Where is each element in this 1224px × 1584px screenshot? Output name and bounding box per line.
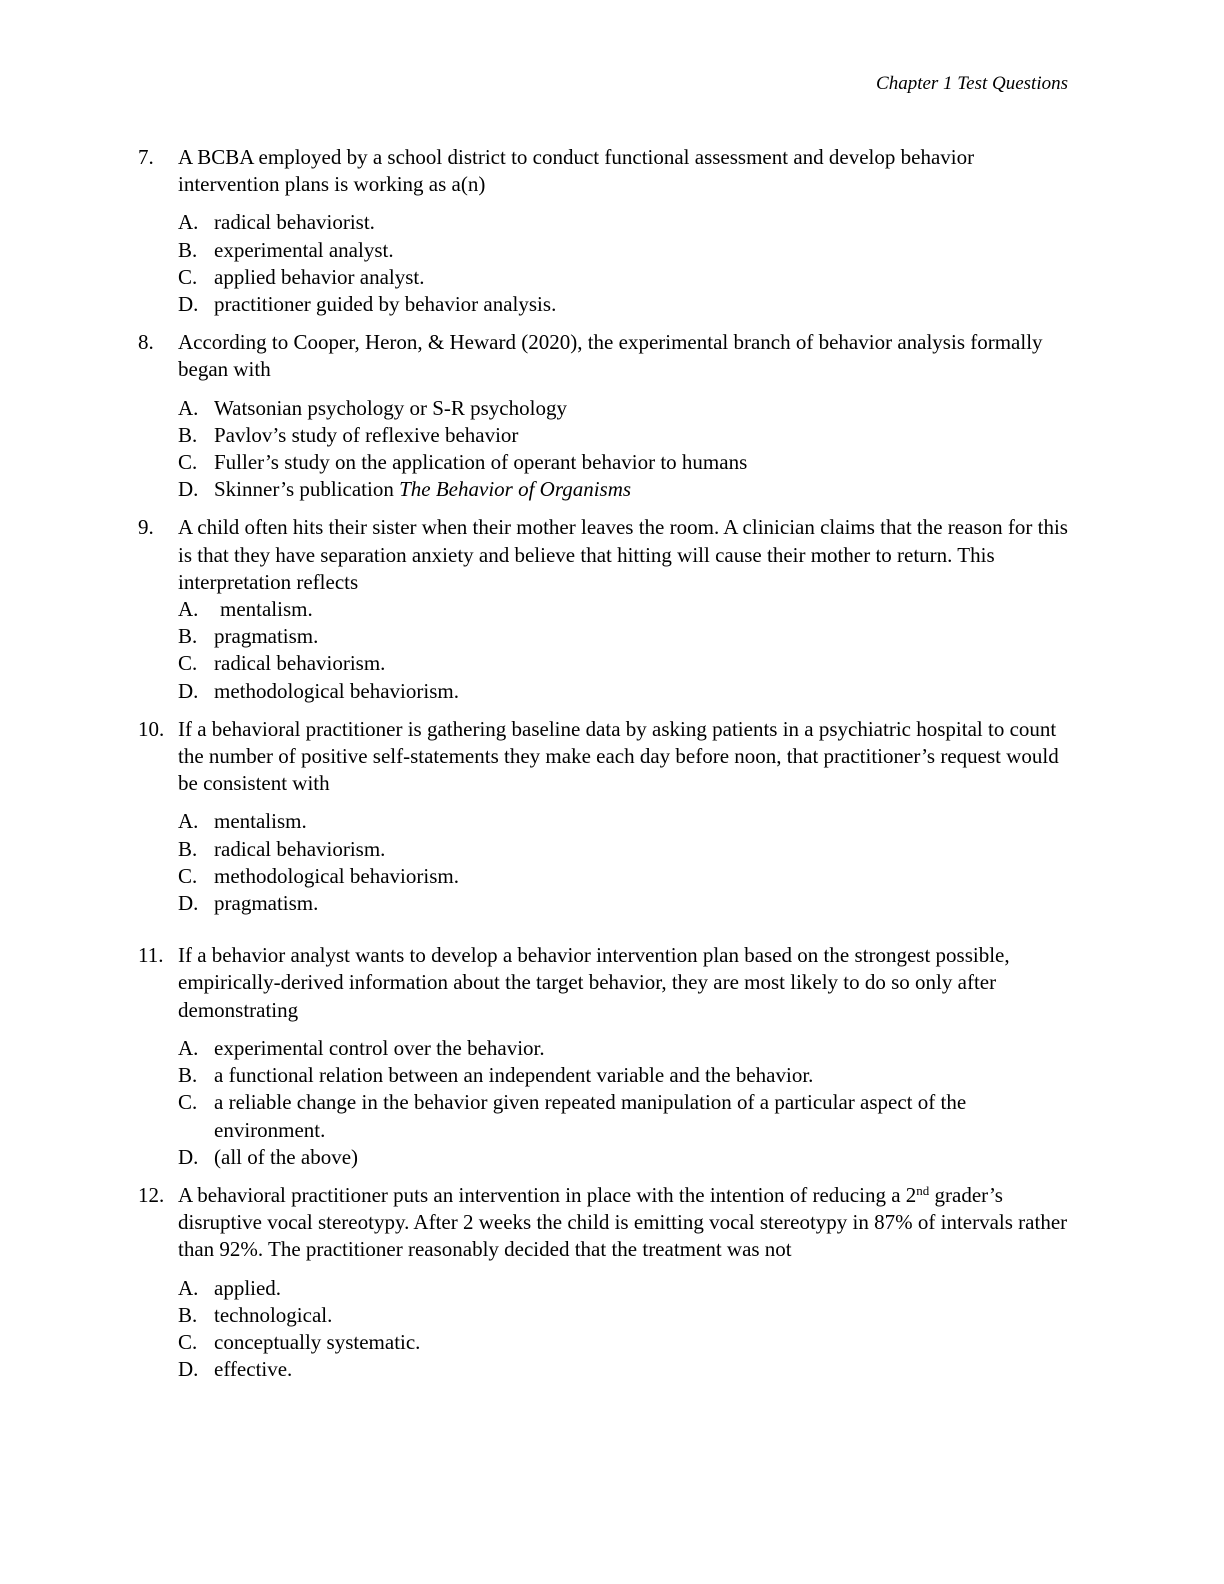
option-letter: A. [178,597,199,622]
option-text: radical behaviorism. [214,836,386,861]
question-number: 11. [138,943,164,968]
option-text: experimental control over the behavior. [214,1035,545,1060]
option-letter: D. [178,1144,199,1169]
option-text: radical behaviorism. [214,651,386,676]
option-list [178,596,1078,705]
option-letter: B. [178,1063,198,1088]
option-a [178,596,1078,623]
option-text: methodological behaviorism. [214,678,459,703]
option-letter: A. [178,1035,199,1060]
question-text: If a behavioral practitioner is gathering baseline data by asking patients in a psychiatric hospital to count the number of positive self-statements they make each day before noon, that practitioner’s request would be consistent with [178,716,1059,796]
option-letter: B. [178,836,198,861]
question-number: 10. [138,716,165,741]
option-letter: B. [178,237,198,262]
option-letter: C. [178,1329,198,1354]
option-text: mentalism. [220,597,313,622]
option-text: a functional relation between an independent variable and the behavior. [214,1063,814,1088]
option-text: pragmatism. [214,624,319,649]
option-d [178,291,1078,318]
option-a [178,1035,1078,1062]
question-7 [138,144,1078,318]
option-list [178,1035,1078,1171]
option-b [178,1302,1078,1329]
option-b [178,237,1078,264]
question-text-part2: grader’s disruptive vocal stereotypy. After 2 weeks the child is emitting vocal stereotypy in 87% of intervals rather than 92%. The practitioner reasonably decided that the treatment was not [178,1182,1068,1262]
option-a [178,209,1078,236]
option-letter: C. [178,651,198,676]
option-text: Fuller’s study on the application of operant behavior to humans [214,450,748,475]
option-text: applied behavior analyst. [214,264,425,289]
question-text-part1: A behavioral practitioner puts an intervention in place with the intention of reducing a 2 [178,1182,917,1207]
option-text: methodological behaviorism. [214,863,459,888]
option-b [178,623,1078,650]
option-c [178,650,1078,677]
option-b [178,422,1078,449]
option-text: radical behaviorist. [214,210,375,235]
option-letter: D. [178,292,199,317]
question-number: 12. [138,1182,165,1207]
option-d [178,678,1078,705]
option-c [178,1329,1078,1356]
page-header: Chapter 1 Test Questions [876,73,1068,94]
option-text [214,476,1078,503]
option-c [178,1089,1078,1143]
option-letter: C. [178,264,198,289]
question-text: If a behavior analyst wants to develop a behavior intervention plan based on the strongest possible, empirically-derived information about the target behavior, they are most likely to do so only after demonstrating [178,943,1010,1022]
option-letter: C. [178,450,198,475]
option-d [178,1356,1078,1383]
option-letter: A. [178,395,199,420]
option-letter: A. [178,1275,199,1300]
option-text: Watsonian psychology or S-R psychology [214,395,567,420]
question-number: 9. [138,515,154,540]
question-number: 8. [138,330,154,355]
option-list [178,209,1078,318]
option-list [178,395,1078,504]
option-letter: D. [178,1357,199,1382]
question-number: 7. [138,145,154,169]
option-letter: C. [178,1090,198,1115]
ordinal-suffix: nd [916,1182,930,1198]
option-c [178,863,1078,890]
option-letter: D. [178,678,199,703]
option-b [178,1062,1078,1089]
option-letter: B. [178,1302,198,1327]
question-11 [138,942,1078,1171]
option-list [178,1275,1078,1384]
option-a [178,808,1078,835]
option-c [178,264,1078,291]
question-12 [138,1182,1078,1383]
question-text [178,1182,1078,1264]
option-d [178,1144,1078,1171]
option-text: a reliable change in the behavior given repeated manipulation of a particular aspect of the environment. [214,1090,967,1142]
option-a [178,1275,1078,1302]
question-list [138,144,1078,1383]
option-list [178,808,1078,917]
option-a [178,395,1078,422]
option-d [178,476,1078,503]
option-text: mentalism. [214,809,307,834]
question-text: A child often hits their sister when their mother leaves the room. A clinician claims that the reason for this is that they have separation anxiety and believe that hitting will cause their mother to return. This interpretation reflects [178,515,1068,594]
option-text: (all of the above) [214,1144,359,1169]
option-text: technological. [214,1302,333,1327]
option-letter: D. [178,477,199,502]
question-text: According to Cooper, Heron, & Heward (2020), the experimental branch of behavior analysis formally began with [178,330,1043,382]
option-text: pragmatism. [214,891,319,916]
question-8 [138,329,1078,503]
option-text: applied. [214,1275,282,1300]
option-text: experimental analyst. [214,237,394,262]
question-text: A BCBA employed by a school district to conduct functional assessment and develop behavior intervention plans is working as a(n) [178,145,975,197]
option-letter: B. [178,624,198,649]
option-text-plain: Skinner’s publication [214,477,400,502]
option-letter: C. [178,863,198,888]
book-title: The Behavior of Organisms [399,477,632,502]
option-text: conceptually systematic. [214,1329,421,1354]
question-9 [138,514,1078,704]
option-text: practitioner guided by behavior analysis. [214,292,557,317]
option-d [178,890,1078,917]
question-10 [138,716,1078,917]
option-letter: A. [178,210,199,235]
option-letter: B. [178,422,198,447]
option-letter: D. [178,891,199,916]
option-text: effective. [214,1357,293,1382]
option-letter: A. [178,809,199,834]
option-c [178,449,1078,476]
option-text: Pavlov’s study of reflexive behavior [214,422,519,447]
option-b [178,836,1078,863]
